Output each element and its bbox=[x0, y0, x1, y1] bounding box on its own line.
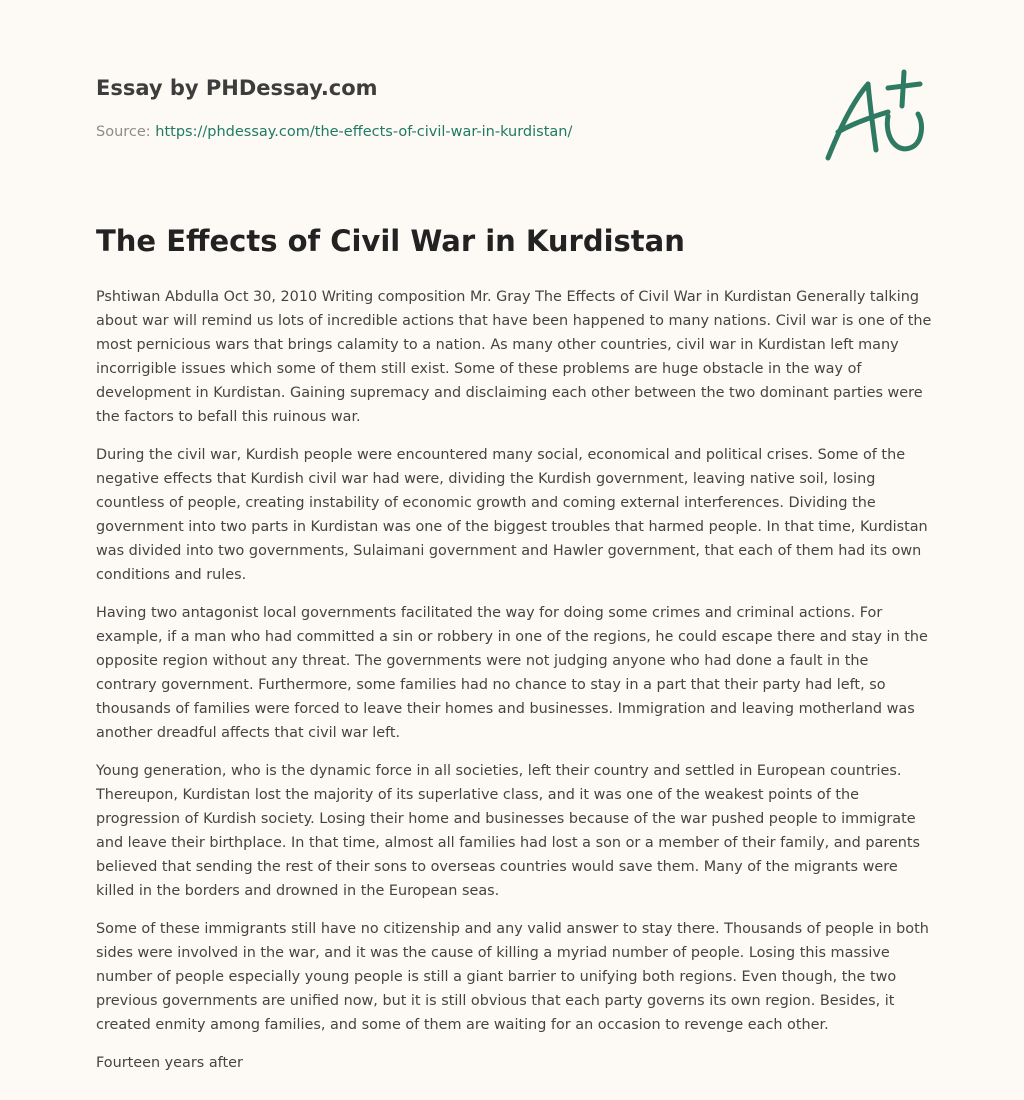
essay-paragraph: During the civil war, Kurdish people were encountered many social, economical and political crises. Some of the negative effects that Kurdish civil war had were, dividing the Kurdish government, leaving native soil, losing countless of people, creating instability of economic growth and coming external interferences. Dividing the government into two parts in Kurdistan was one of the biggest troubles that harmed people. In that time, Kurdistan was divided into two governments, Sulaimani government and Hawler government, that each of them had its own conditions and rules. bbox=[96, 447, 928, 583]
source-line bbox=[96, 124, 572, 140]
essay-paragraph: Pshtiwan Abdulla Oct 30, 2010 Writing composition Mr. Gray The Effects of Civil War in Kurdistan Generally talking about war will remind us lots of incredible actions that have been happened to many nations. Civil war is one of the most pernicious wars that brings calamity to a nation. As many other countries, civil war in Kurdistan left many incorrigible issues which some of them still exist. Some of these problems are huge obstacle in the way of development in Kurdistan. Gaining supremacy and disclaiming each other between the two dominant parties were the factors to befall this ruinous war. bbox=[96, 289, 932, 425]
essay-title: The Effects of Civil War in Kurdistan bbox=[96, 224, 685, 258]
essay-paragraph-truncated: Fourteen years after bbox=[96, 1055, 243, 1071]
essay-body bbox=[96, 285, 932, 1089]
site-brand: Essay by PHDessay.com bbox=[96, 76, 378, 100]
essay-paragraph: Having two antagonist local governments facilitated the way for doing some crimes and criminal actions. For example, if a man who had committed a sin or robbery in one of the regions, he could escape there and stay in the opposite region without any threat. The governments were not judging anyone who had done a fault in the contrary government. Furthermore, some families had no chance to stay in a part that their party had left, so thousands of families were forced to leave their homes and businesses. Immigration and leaving motherland was another dreadful affects that civil war left. bbox=[96, 605, 928, 741]
a-plus-grade-icon bbox=[818, 66, 930, 166]
essay-paragraph: Young generation, who is the dynamic force in all societies, left their country and settled in European countries. Thereupon, Kurdistan lost the majority of its superlative class, and it was one of the weakest points of the progression of Kurdish society. Losing their home and businesses because of the war pushed people to immigrate and leave their birthplace. In that time, almost all families had lost a son or a member of their family, and parents believed that sending the rest of their sons to overseas countries would save them. Many of the migrants were killed in the borders and drowned in the European seas. bbox=[96, 763, 921, 899]
source-link[interactable]: https://phdessay.com/the-effects-of-civil-war-in-kurdistan/ bbox=[155, 124, 573, 140]
essay-paragraph: Some of these immigrants still have no citizenship and any valid answer to stay there. Thousands of people in both sides were involved in the war, and it was the cause of killing a myriad number of people. Losing this massive number of people especially young people is still a giant barrier to unifying both regions. Even though, the two previous governments are unified now, but it is still obvious that each party governs its own region. Besides, it created enmity among families, and some of them are waiting for an occasion to revenge each other. bbox=[96, 921, 929, 1033]
source-label: Source: bbox=[96, 124, 156, 140]
